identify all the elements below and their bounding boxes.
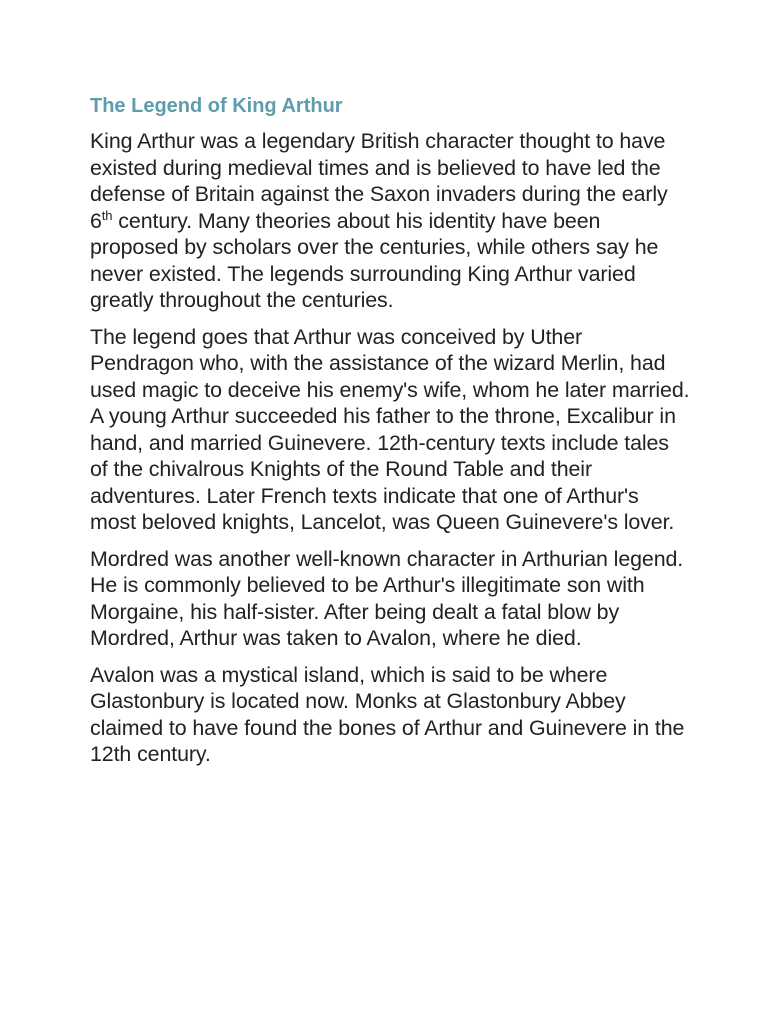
- paragraph-intro-text-start: King Arthur was a legendary British character thought to have existed during medieval times and is believed to have led the defense of Britain against the Saxon invaders during the early 6: [90, 129, 668, 233]
- paragraph-intro: [90, 128, 690, 314]
- ordinal-superscript: th: [101, 207, 113, 223]
- paragraph-mordred: Mordred was another well-known character in Arthurian legend. He is commonly believed to be Arthur's illegitimate son with Morgaine, his half-sister. After being dealt a fatal blow by Mordred, Arthur was taken to Avalon, where he died.: [90, 546, 684, 650]
- document-title: The Legend of King Arthur: [90, 95, 343, 117]
- paragraph-avalon: Avalon was a mystical island, which is said to be where Glastonbury is located now. Monks at Glastonbury Abbey claimed to have found the bones of Arthur and Guinevere in the 12th century.: [90, 662, 685, 766]
- document-page: [90, 92, 690, 778]
- paragraph-intro-text-end: century. Many theories about his identity have been proposed by scholars over the centuries, while others say he never existed. The legends surrounding King Arthur varied greatly throughout the centuries.: [90, 208, 659, 312]
- paragraph-legend: The legend goes that Arthur was conceived by Uther Pendragon who, with the assistance of the wizard Merlin, had used magic to deceive his enemy's wife, whom he later married. A young Arthur succeeded his father to the throne, Excalibur in hand, and married Guinevere. 12th-century texts include tales of the chivalrous Knights of the Round Table and their adventures. Later French texts indicate that one of Arthur's most beloved knights, Lancelot, was Queen Guinevere's lover.: [90, 324, 690, 534]
